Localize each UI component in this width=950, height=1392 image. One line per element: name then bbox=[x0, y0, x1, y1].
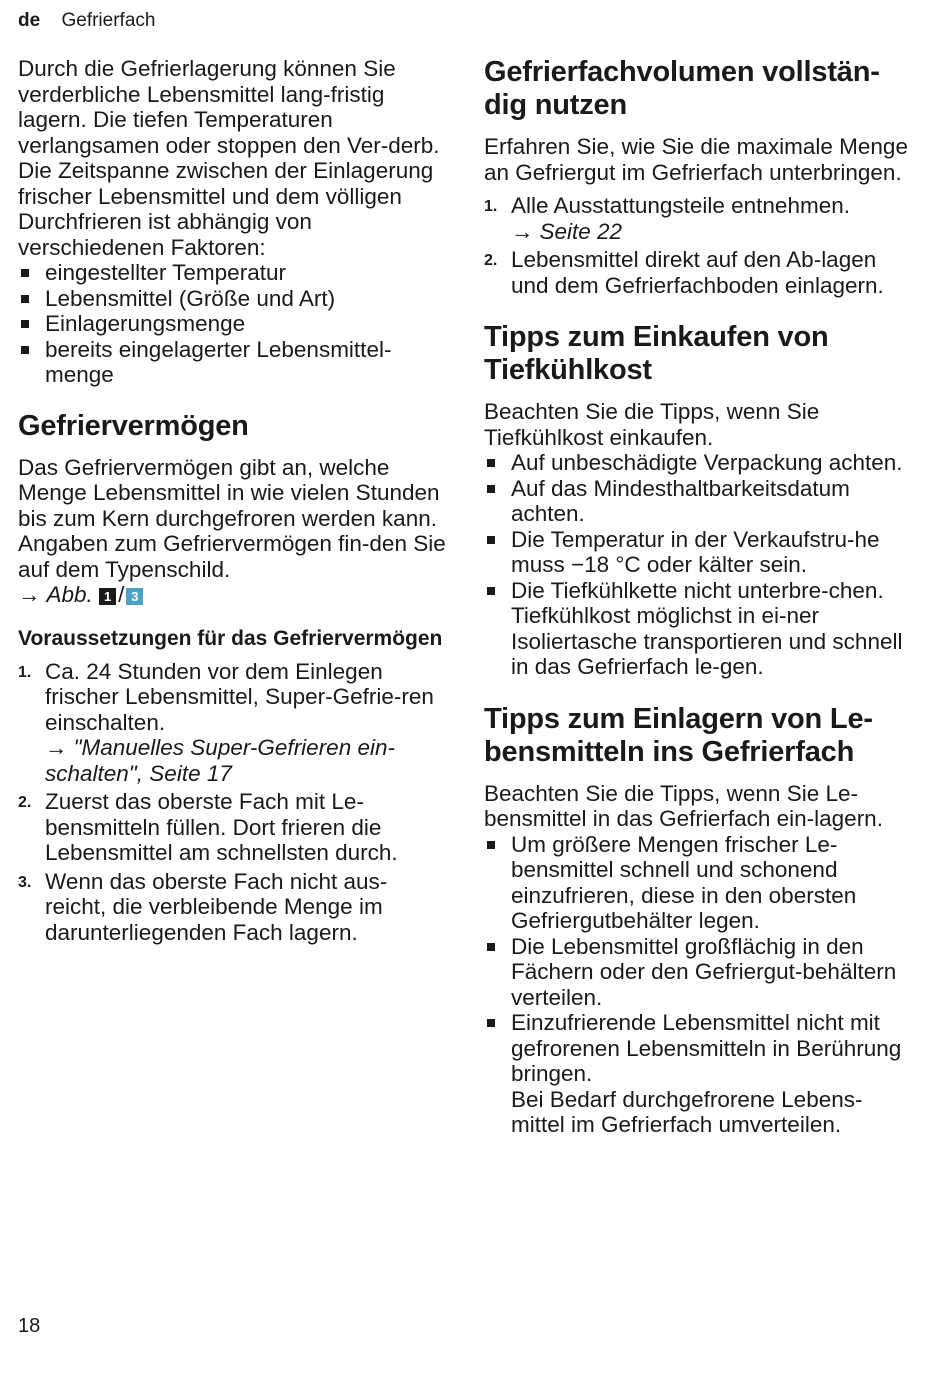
list-item: Auf unbeschädigte Verpackung achten. bbox=[484, 450, 914, 476]
list-item: Um größere Mengen frischer Le-bensmittel schnell und schonend einzufrieren, diese in den obersten Gefriergutbehälter legen. bbox=[484, 832, 914, 934]
list-item: 2. Lebensmittel direkt auf den Ab-lagen und dem Gefrierfachboden einlagern. bbox=[484, 247, 884, 298]
list-item: 2. Zuerst das oberste Fach mit Le-bensmitteln füllen. Dort frieren die Lebensmittel am schnellsten durch. bbox=[18, 789, 398, 865]
step-number: 2. bbox=[484, 252, 498, 269]
figure-reference[interactable]: → Abb. 1 / 3 bbox=[18, 582, 448, 608]
heading-gefrierfachvolumen: Gefrierfachvolumen vollstän-dig nutzen bbox=[484, 56, 880, 121]
heading-tipps-einlagern: Tipps zum Einlagern von Le-bensmitteln ins Gefrierfach bbox=[484, 702, 873, 768]
subheading-voraussetzungen: Voraussetzungen für das Gefriervermögen bbox=[18, 626, 443, 650]
list-item: Einlagerungsmenge bbox=[18, 311, 448, 337]
step-number: 3. bbox=[18, 873, 32, 891]
figure-badge-3: 3 bbox=[126, 588, 143, 605]
intro-paragraph-2: Die Zeitspanne zwischen der Einlagerung frischer Lebensmittel und dem völligen Durchfrieren ist abhängig von verschiedenen Faktoren: bbox=[18, 158, 434, 260]
cross-reference-link[interactable]: → Seite 22 bbox=[511, 218, 623, 244]
factors-list bbox=[18, 260, 448, 388]
right-column bbox=[484, 56, 914, 1138]
list-item: Lebensmittel (Größe und Art) bbox=[18, 286, 448, 312]
list-item: Die Lebensmittel großflächig in den Fächern oder den Gefriergut-behältern verteilen. bbox=[484, 934, 914, 1011]
left-column bbox=[18, 56, 448, 945]
step-number: 2. bbox=[18, 794, 32, 811]
list-item: Die Temperatur in der Verkaufstru-he muss −18 °C oder kälter sein. bbox=[484, 527, 914, 578]
page-number: 18 bbox=[18, 1315, 41, 1337]
list-item: Die Tiefkühlkette nicht unterbre-chen. Tiefkühlkost möglichst in ei-ner Isoliertasche transportieren und schnell in das Gefrierfach le-gen. bbox=[484, 578, 914, 680]
list-item: Auf das Mindesthaltbarkeitsdatum achten. bbox=[484, 476, 914, 527]
steps-list bbox=[18, 659, 448, 946]
shopping-tips bbox=[484, 450, 914, 680]
storage-tips bbox=[484, 832, 914, 1138]
page-header bbox=[18, 8, 155, 34]
capacity-paragraph-2: Angaben zum Gefriervermögen fin-den Sie auf dem Typenschild. bbox=[18, 531, 446, 582]
arrow-right-icon: → bbox=[45, 735, 68, 760]
list-item: 1. Ca. 24 Stunden vor dem Einlegen frischer Lebensmittel, Super-Gefrie-ren einschalten. → "Manuelles Super-Gefrieren ein-schalten", Seite 17 bbox=[18, 659, 448, 787]
storage-intro: Beachten Sie die Tipps, wenn Sie Le-bensmittel in das Gefrierfach ein-lagern. bbox=[484, 780, 883, 831]
cross-reference-link[interactable]: → "Manuelles Super-Gefrieren ein-schalten", Seite 17 bbox=[45, 735, 395, 786]
volume-steps bbox=[484, 193, 914, 298]
arrow-right-icon: → bbox=[511, 218, 534, 244]
language-code: de bbox=[18, 10, 41, 31]
section-title: Gefrierfach bbox=[61, 10, 156, 31]
heading-tipps-einkaufen: Tipps zum Einkaufen von Tiefkühlkost bbox=[484, 321, 829, 386]
step-number: 1. bbox=[18, 663, 32, 681]
list-item: 1. Alle Ausstattungsteile entnehmen. → Seite 22 bbox=[484, 193, 914, 244]
volume-intro: Erfahren Sie, wie Sie die maximale Menge an Gefriergut im Gefrierfach unterbringen. bbox=[484, 134, 908, 185]
list-item: Einzufrierende Lebensmittel nicht mit gefrorenen Lebensmitteln in Berührung bringen. Bei Bedarf durchgefrorene Lebens-mittel im Gefrierfach umverteilen. bbox=[484, 1010, 914, 1138]
heading-gefriervermoegen: Gefriervermögen bbox=[18, 409, 249, 442]
figure-badge-1: 1 bbox=[99, 588, 116, 605]
list-item: bereits eingelagerter Lebensmittel-menge bbox=[18, 337, 448, 388]
tip-note: Bei Bedarf durchgefrorene Lebens-mittel im Gefrierfach umverteilen. bbox=[511, 1086, 863, 1137]
intro-paragraph-1: Durch die Gefrierlagerung können Sie verderbliche Lebensmittel lang-fristig lagern. Die tiefen Temperaturen verlangsamen oder stoppen den Ver-derb. bbox=[18, 56, 440, 158]
capacity-paragraph-1: Das Gefriervermögen gibt an, welche Menge Lebensmittel in wie vielen Stunden bis zum Kern durchgefroren werden kann. bbox=[18, 454, 440, 531]
shopping-intro: Beachten Sie die Tipps, wenn Sie Tiefkühlkost einkaufen. bbox=[484, 399, 820, 450]
arrow-right-icon: → bbox=[18, 582, 41, 607]
list-item: eingestellter Temperatur bbox=[18, 260, 448, 286]
list-item: 3. Wenn das oberste Fach nicht aus-reicht, die verbleibende Menge im darunterliegenden Fach lagern. bbox=[18, 868, 388, 945]
step-number: 1. bbox=[484, 198, 498, 215]
